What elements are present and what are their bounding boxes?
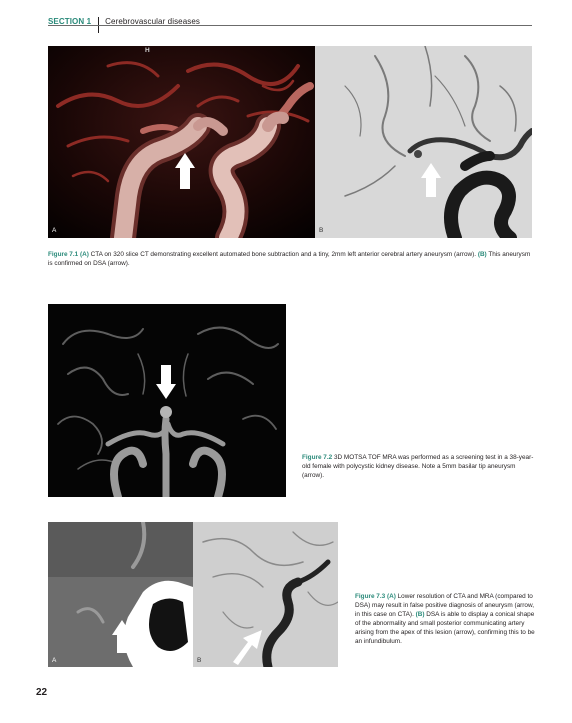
figure-7-1-panel-b-label: B xyxy=(319,227,324,234)
figure-7-3-caption-label: Figure 7.3 xyxy=(355,593,386,600)
figure-7-2-caption xyxy=(302,453,534,480)
figure-7-2-caption-label: Figure 7.2 xyxy=(302,454,333,461)
page-number: 22 xyxy=(36,687,48,698)
figure-7-3-caption-a-text: Lower resolution of CTA and MRA (compared to DSA) may result in false positive diagnosis of aneurysm (arrow, in this case on CTA). xyxy=(355,593,535,618)
header-rule xyxy=(48,25,532,26)
figure-7-1-caption-b-text: This aneurysm is confirmed on DSA (arrow). xyxy=(48,251,531,267)
figure-7-1-caption-a-label: (A) xyxy=(79,251,89,258)
figure-7-2-image xyxy=(48,304,286,497)
figure-7-1-panel-a-image xyxy=(48,46,315,238)
figure-7-3-caption-b-label: (B) xyxy=(415,611,425,618)
figure-7-1-caption xyxy=(48,250,532,268)
chapter-title: Cerebrovascular diseases xyxy=(105,16,201,26)
figure-7-3-panel-b-label: B xyxy=(197,657,202,664)
figure-7-1-caption-b-label: (B) xyxy=(477,251,487,258)
figure-7-1-panel-a-label: A xyxy=(52,227,57,234)
figure-7-3-caption-b-text: DSA is able to display a conical shape of the abnormality and small posterior communicating artery arising from the apex of this lesion (arrow), confirming this to be an infundibulum. xyxy=(355,611,535,645)
figure-7-1-caption-label: Figure 7.1 xyxy=(48,251,79,258)
figure-7-1-caption-a-text: CTA on 320 slice CT demonstrating excellent automated bone subtraction and a tiny, 2mm left anterior cerebral artery aneurysm (arrow). xyxy=(90,251,477,258)
figure-7-3-panel-a-image xyxy=(48,522,193,667)
figure-7-1-panel-b-image xyxy=(315,46,532,238)
figure-7-3-panel-a-label: A xyxy=(52,657,57,664)
figure-7-1-a-orientation-marker: H xyxy=(145,47,150,54)
running-header xyxy=(48,13,200,29)
section-label: SECTION 1 xyxy=(48,16,92,26)
figure-7-3-panel-b-image xyxy=(193,522,338,667)
figure-7-3-caption-a-label: (A) xyxy=(386,593,396,600)
figure-7-2-caption-text: 3D MOTSA TOF MRA was performed as a screening test in a 38-year-old female with polycystic kidney disease. Note a 5mm basilar tip aneurysm (arrow). xyxy=(302,454,534,479)
figure-7-3-caption xyxy=(355,592,535,646)
